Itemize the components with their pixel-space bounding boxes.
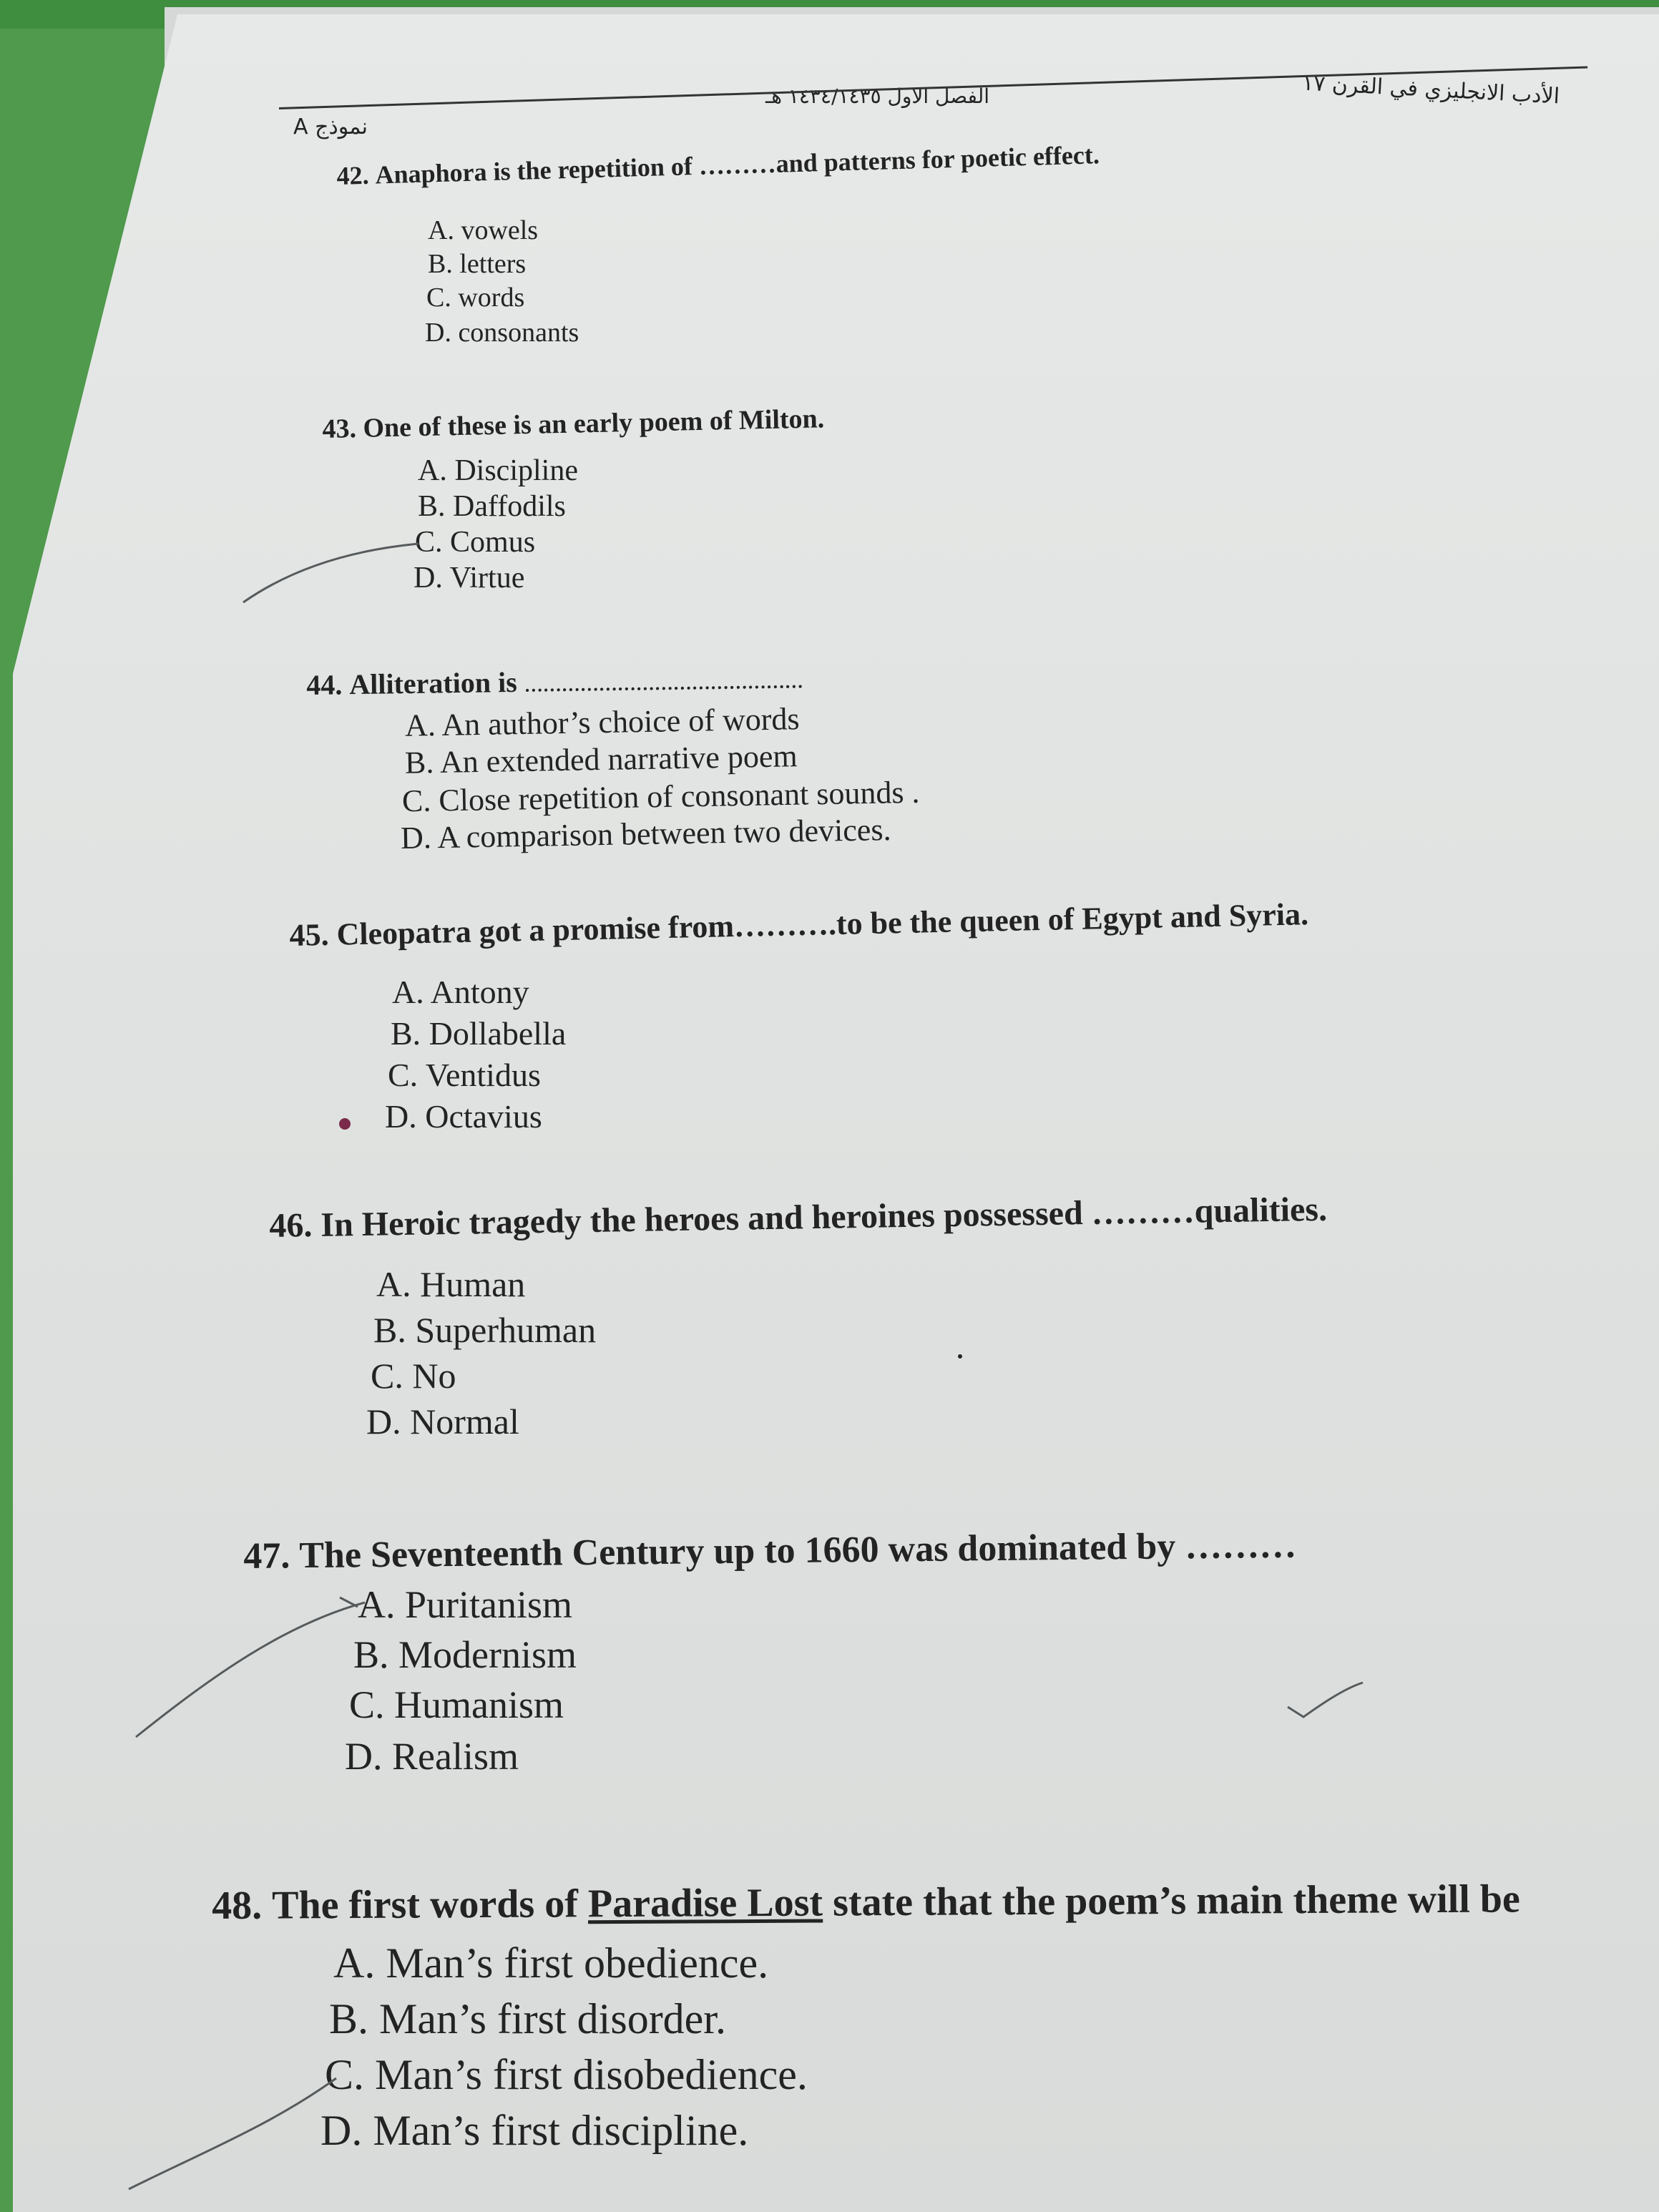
- question-number: 42.: [336, 160, 370, 190]
- question-stem: Anaphora is the repetition of: [375, 151, 700, 190]
- option-c: C. Man’s first disobedience.: [325, 2051, 808, 2098]
- pen-dot-icon: [339, 1118, 351, 1130]
- question-number: 47.: [243, 1535, 290, 1577]
- question-stem: In Heroic tragedy the heroes and heroines possessed: [320, 1193, 1092, 1244]
- option-c: C. words: [426, 283, 525, 313]
- question-blank: ………………………………………: [524, 671, 803, 696]
- checkmark-icon: [1288, 1683, 1363, 1717]
- question-blank: ………: [1091, 1192, 1195, 1232]
- question-stem-end: qualities.: [1194, 1190, 1328, 1230]
- option-a: A. Puritanism: [358, 1583, 573, 1626]
- question-stem-end: state that the poem’s main theme will be: [822, 1876, 1520, 1925]
- option-c: C. Comus: [415, 526, 536, 559]
- option-b: B. Dollabella: [391, 1015, 567, 1052]
- option-d: D. consonants: [425, 318, 579, 348]
- question-stem-end: to be the queen of Egypt and Syria.: [836, 896, 1309, 941]
- option-a: A. Discipline: [418, 454, 578, 487]
- model-label: نموذج A: [293, 114, 368, 140]
- stray-dot: [958, 1354, 962, 1359]
- question-stem-end: and patterns for poetic effect.: [775, 140, 1100, 178]
- option-d: D. Man’s first discipline.: [320, 2107, 749, 2154]
- question-number: 46.: [269, 1206, 313, 1245]
- course-title: الأدب الانجليزي في القرن ١٧: [1301, 70, 1560, 109]
- paradise-lost-title: Paradise Lost: [587, 1880, 823, 1927]
- option-d: D. Realism: [345, 1735, 519, 1778]
- option-d: D. Octavius: [385, 1098, 542, 1135]
- semester-label: الفصل الاول ١٤٣٤/١٤٣٥ هـ: [765, 84, 989, 108]
- question-number: 44.: [306, 668, 343, 701]
- answer-mark-48: [129, 2078, 336, 2189]
- option-c: C. Humanism: [349, 1683, 564, 1726]
- option-b: B. Superhuman: [373, 1310, 597, 1350]
- option-d: D. Virtue: [413, 562, 525, 594]
- option-d: D. Normal: [366, 1401, 519, 1442]
- option-c: C. Ventidus: [388, 1057, 541, 1093]
- answer-mark-47: [136, 1597, 365, 1737]
- question-stem: The Seventeenth Century up to 1660 was dominated by: [299, 1526, 1185, 1577]
- option-b: B. Man’s first disorder.: [329, 1995, 726, 2042]
- question-blank: ………: [698, 149, 777, 180]
- question-stem: The first words of: [272, 1881, 589, 1928]
- option-b: B. letters: [428, 249, 527, 279]
- option-a: A. Man’s first obedience.: [333, 1939, 769, 1987]
- option-b: B. Daffodils: [418, 490, 566, 523]
- option-a: A. vowels: [428, 215, 539, 245]
- option-c: C. No: [371, 1356, 456, 1396]
- question-number: 43.: [322, 413, 357, 444]
- option-d: D. A comparison between two devices.: [400, 812, 891, 856]
- question-number: 48.: [212, 1883, 263, 1928]
- option-c: C. Close repetition of consonant sounds .: [401, 774, 920, 819]
- question-blank: ………: [1184, 1525, 1297, 1567]
- question-number: 45.: [289, 916, 330, 953]
- option-b: B. An extended narrative poem: [404, 738, 798, 780]
- option-a: A. An author’s choice of words: [404, 701, 800, 743]
- option-a: A. Human: [376, 1264, 526, 1304]
- question-stem: Alliteration is: [349, 665, 525, 701]
- question-stem: One of these is an early poem of Milton.: [363, 403, 825, 444]
- option-a: A. Antony: [392, 974, 529, 1010]
- option-b: B. Modernism: [353, 1633, 577, 1676]
- question-stem: Cleopatra got a promise from: [336, 908, 735, 952]
- answer-mark-43: [243, 544, 419, 602]
- question-blank: ……….: [733, 906, 837, 944]
